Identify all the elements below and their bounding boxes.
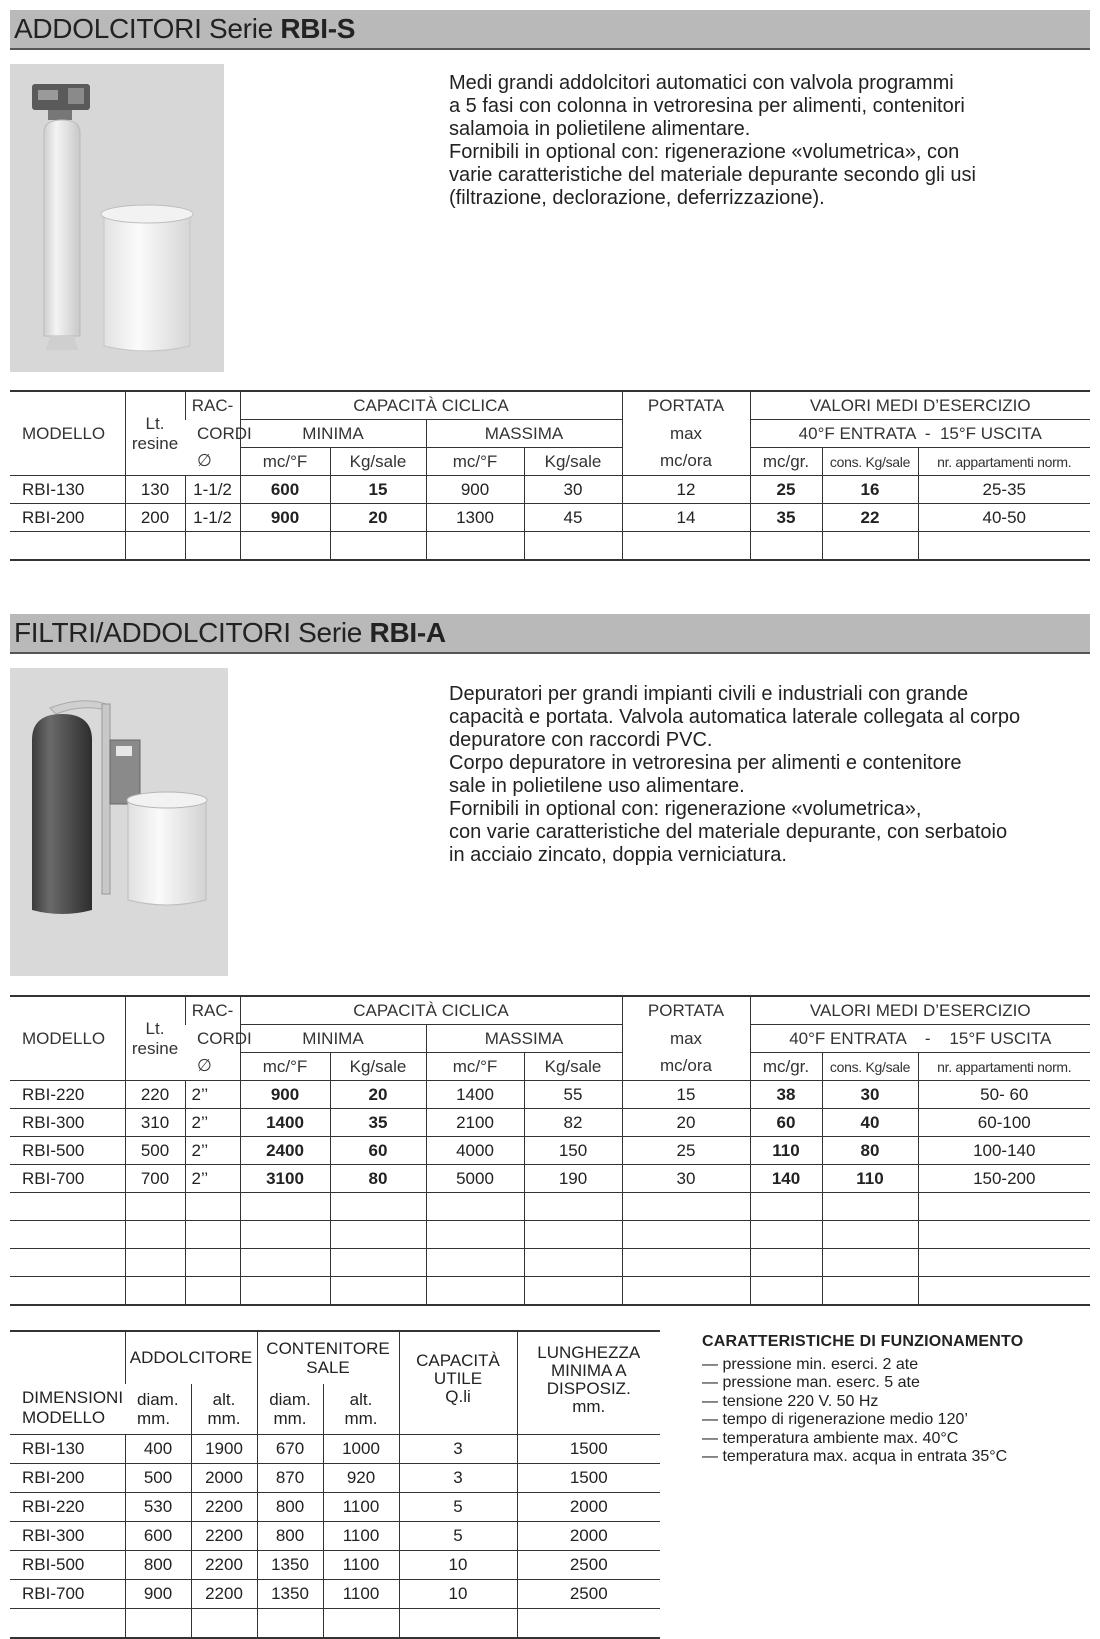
cell-modello: RBI-500 [10,1551,125,1580]
cell-raccordi: 1-1/2 [185,476,240,504]
header-max: max [622,420,750,448]
cell-lt-resine: 310 [125,1109,185,1137]
dimensions-table [10,1330,660,1639]
dim-header-contenitore-sale [257,1331,399,1384]
description-line: Corpo depuratore in vetroresina per alimenti e contenitore [449,752,962,774]
header-kg-sale: Kg/sale [524,1053,622,1081]
cell-cons-kg: 40 [822,1109,918,1137]
header-minima: MINIMA [240,420,426,448]
cell-cont-alt: 1100 [323,1580,399,1609]
description-line: salamoia in polietilene alimentare. [449,118,751,140]
dim-header-sale: SALE [306,1358,350,1377]
cell-lt-resine: 220 [125,1081,185,1109]
cell-cons-kg: 22 [822,504,918,532]
description-line: Depuratori per grandi impianti civili e industriali con grande [449,683,969,705]
header-kg-sale: Kg/sale [330,448,426,476]
header-portata: PORTATA [622,996,750,1025]
cell-appartamenti: 40-50 [918,504,1090,532]
header-cordi: CORDI [197,1028,252,1048]
cell-min-kg-sale: 80 [330,1165,426,1193]
cell-mc-gr: 25 [750,476,822,504]
description-line: sale in polietilene uso alimentare. [449,775,745,797]
header-mc-gr: mc/gr. [750,448,822,476]
cell-cont-alt: 1100 [323,1493,399,1522]
dim-header-mm: mm. [137,1409,171,1428]
dim-header-lunghezza-1: LUNGHEZZA [537,1343,641,1362]
table-row [10,1081,1090,1109]
header-entrata-uscita [750,1025,1090,1053]
section2-title [14,616,446,650]
table-row [10,476,1090,504]
feature-item: — tempo di rigenerazione medio 120’ [702,1411,968,1428]
header-mc-gr: mc/gr. [750,1053,822,1081]
dim-header-add-alt [191,1384,257,1435]
cell-add-alt: 2200 [191,1580,257,1609]
cell-min-kg-sale: 15 [330,476,426,504]
feature-item: — pressione min. eserci. 2 ate [702,1355,919,1373]
cell-cont-diam: 670 [257,1435,323,1464]
dim-header-lunghezza-3: DISPOSIZ. [546,1379,631,1398]
cell-mc-gr: 38 [750,1081,822,1109]
cell-modello: RBI-700 [10,1580,125,1609]
section1-title-model: RBI-S [280,13,356,44]
dim-header-dimensioni-modello [10,1331,125,1435]
header-valori-medi: VALORI MEDI D’ESERCIZIO [750,391,1090,420]
section1-description [449,72,976,210]
cell-mc-gr: 35 [750,504,822,532]
section1-title [14,12,355,46]
cell-max-kg-sale: 45 [524,504,622,532]
table-row-empty [10,532,1090,561]
cell-raccordi: 2’’ [185,1165,240,1193]
header-diameter-symbol: ∅ [197,451,212,471]
table-row [10,1464,660,1493]
cell-capacita: 3 [399,1435,517,1464]
dim-header-alt: alt. [349,1390,373,1409]
header-mc-ora: mc/ora [622,1053,750,1081]
header-mc-f: mc/°F [426,448,524,476]
cell-lunghezza: 2000 [517,1522,660,1551]
dim-header-capacita-1: CAPACITÀ [416,1351,500,1370]
header-resine: resine [131,1038,179,1058]
cell-cons-kg: 30 [822,1081,918,1109]
cell-lunghezza: 2000 [517,1493,660,1522]
cell-modello: RBI-220 [10,1493,125,1522]
cell-mc-gr: 140 [750,1165,822,1193]
section2-header-bar [10,614,1090,654]
header-mc-f: mc/°F [240,1053,330,1081]
cell-max-mc-f: 1400 [426,1081,524,1109]
description-line: capacità e portata. Valvola automatica laterale collegata al corpo [449,706,1021,728]
header-entrata: 40°F ENTRATA [789,1028,906,1048]
description-line: Fornibili in optional con: rigenerazione «volumetrica», con [449,141,960,163]
header-nr-appartamenti: nr. appartamenti norm. [918,1053,1090,1081]
header-rac: RAC- [185,391,240,420]
section2-description [449,683,1020,867]
header-mc-f: mc/°F [240,448,330,476]
header-lt-resine [125,996,185,1081]
section2-title-model: RBI-A [369,617,446,648]
cell-portata: 20 [622,1109,750,1137]
header-entrata-uscita [750,420,1090,448]
dim-header-mm: mm. [344,1409,378,1428]
cell-portata: 25 [622,1137,750,1165]
dim-header-capacita-3: Q.li [445,1387,471,1406]
header-valori-medi: VALORI MEDI D’ESERCIZIO [750,996,1090,1025]
table-row [10,1165,1090,1193]
dim-header-lunghezza-4: mm. [572,1397,606,1416]
header-max: max [622,1025,750,1053]
cell-capacita: 10 [399,1551,517,1580]
cell-appartamenti: 150-200 [918,1165,1090,1193]
cell-modello: RBI-220 [10,1081,125,1109]
cell-portata: 30 [622,1165,750,1193]
features-box [702,1333,1023,1467]
cell-appartamenti: 60-100 [918,1109,1090,1137]
cell-modello: RBI-130 [10,476,125,504]
cell-modello: RBI-300 [10,1109,125,1137]
table-row-empty [10,1221,1090,1249]
header-capacita-ciclica: CAPACITÀ CICLICA [240,996,622,1025]
cell-portata: 14 [622,504,750,532]
table-row [10,1493,660,1522]
description-line: Fornibili in optional con: rigenerazione «volumetrica», [449,798,922,820]
cell-appartamenti: 25-35 [918,476,1090,504]
cell-cont-diam: 870 [257,1464,323,1493]
feature-item: — pressione man. eserc. 5 ate [702,1374,920,1391]
section1-title-text: ADDOLCITORI Serie [14,13,281,44]
header-modello: MODELLO [10,996,125,1081]
cell-max-mc-f: 900 [426,476,524,504]
cell-max-kg-sale: 150 [524,1137,622,1165]
header-mc-ora: mc/ora [622,448,750,476]
header-rac: RAC- [185,996,240,1025]
feature-item: — temperatura ambiente max. 40°C [702,1429,959,1447]
cell-cont-diam: 1350 [257,1580,323,1609]
cell-cont-diam: 800 [257,1522,323,1551]
table-row-empty [10,1277,1090,1306]
header-uscita: 15°F USCITA [949,1028,1052,1048]
cell-add-diam: 530 [125,1493,191,1522]
cell-cont-alt: 920 [323,1464,399,1493]
header-cons-kg: cons. Kg/sale [822,448,918,476]
dim-header-cont-diam [257,1384,323,1435]
cell-capacita: 3 [399,1464,517,1493]
cell-min-kg-sale: 35 [330,1109,426,1137]
cell-cons-kg: 110 [822,1165,918,1193]
cell-min-kg-sale: 60 [330,1137,426,1165]
header-lt-resine [125,391,185,476]
cell-capacita: 5 [399,1522,517,1551]
cell-lt-resine: 500 [125,1137,185,1165]
header-diameter-symbol: ∅ [197,1056,212,1076]
table-row [10,504,1090,532]
rbi-s-product-photo [10,64,224,372]
cell-lt-resine: 200 [125,504,185,532]
cell-lt-resine: 130 [125,476,185,504]
cell-portata: 12 [622,476,750,504]
dim-header-diam: diam. [137,1390,179,1409]
header-entrata: 40°F ENTRATA [798,423,916,443]
cell-raccordi: 2’’ [185,1109,240,1137]
cell-mc-gr: 60 [750,1109,822,1137]
cell-lt-resine: 700 [125,1165,185,1193]
feature-item: — tensione 220 V. 50 Hz [702,1392,879,1410]
table-row [10,1522,660,1551]
cell-add-alt: 2200 [191,1551,257,1580]
cell-raccordi: 1-1/2 [185,504,240,532]
cell-cont-alt: 1000 [323,1435,399,1464]
rbi-a-spec-table [10,995,1090,1306]
table-row [10,1137,1090,1165]
table-row-empty [10,1609,660,1639]
header-lt: Lt. [145,413,165,433]
cell-modello: RBI-130 [10,1435,125,1464]
table-row-empty [10,1193,1090,1221]
cell-max-kg-sale: 55 [524,1081,622,1109]
description-line: a 5 fasi con colonna in vetroresina per alimenti, contenitori [449,95,965,117]
rbi-a-product-photo [10,668,228,976]
header-cordi: CORDI [197,423,252,443]
description-line: depuratore con raccordi PVC. [449,729,713,751]
cell-max-kg-sale: 190 [524,1165,622,1193]
cell-add-alt: 2200 [191,1493,257,1522]
cell-modello: RBI-700 [10,1165,125,1193]
section2-title-text: FILTRI/ADDOLCITORI Serie [14,617,370,648]
header-massima: MASSIMA [426,420,622,448]
cell-cont-diam: 1350 [257,1551,323,1580]
cell-add-alt: 2200 [191,1522,257,1551]
table-row [10,1109,1090,1137]
cell-capacita: 10 [399,1580,517,1609]
cell-cont-alt: 1100 [323,1551,399,1580]
dim-header-capacita [399,1331,517,1435]
header-massima: MASSIMA [426,1025,622,1053]
cell-lunghezza: 1500 [517,1435,660,1464]
dim-header-capacita-2: UTILE [433,1369,483,1388]
header-kg-sale: Kg/sale [330,1053,426,1081]
dim-header-addolcitore: ADDOLCITORE [125,1331,257,1384]
cell-capacita: 5 [399,1493,517,1522]
cell-cont-diam: 800 [257,1493,323,1522]
cell-max-kg-sale: 30 [524,476,622,504]
cell-portata: 15 [622,1081,750,1109]
cell-modello: RBI-200 [10,504,125,532]
feature-item: — temperatura max. acqua in entrata 35°C [702,1448,1008,1465]
description-line: in acciaio zincato, doppia verniciatura. [449,844,787,866]
cell-min-mc-f: 900 [240,504,330,532]
cell-min-kg-sale: 20 [330,1081,426,1109]
cell-add-alt: 1900 [191,1435,257,1464]
dim-header-mm: mm. [207,1409,241,1428]
cell-add-diam: 600 [125,1522,191,1551]
cell-cons-kg: 80 [822,1137,918,1165]
cell-add-diam: 800 [125,1551,191,1580]
cell-cons-kg: 16 [822,476,918,504]
cell-max-mc-f: 2100 [426,1109,524,1137]
table-row-empty [10,1249,1090,1277]
cell-max-mc-f: 1300 [426,504,524,532]
header-dash: - [924,423,931,443]
cell-min-mc-f: 600 [240,476,330,504]
header-kg-sale: Kg/sale [524,448,622,476]
features-title: CARATTERISTICHE DI FUNZIONAMENTO [702,1333,1024,1350]
dim-header-modello: MODELLO [22,1408,106,1427]
cell-mc-gr: 110 [750,1137,822,1165]
cell-max-mc-f: 4000 [426,1137,524,1165]
dim-header-add-diam [125,1384,191,1435]
cell-max-kg-sale: 82 [524,1109,622,1137]
cell-add-diam: 900 [125,1580,191,1609]
cell-max-mc-f: 5000 [426,1165,524,1193]
header-cons-kg: cons. Kg/sale [822,1053,918,1081]
description-line: varie caratteristiche del materiale depurante secondo gli usi [449,164,976,186]
table-row [10,1435,660,1464]
table-row [10,1551,660,1580]
cell-lunghezza: 2500 [517,1551,660,1580]
header-dash: - [924,1028,931,1048]
cell-modello: RBI-500 [10,1137,125,1165]
dim-header-alt: alt. [212,1390,236,1409]
header-portata: PORTATA [622,391,750,420]
header-resine: resine [131,433,179,453]
cell-min-mc-f: 2400 [240,1137,330,1165]
cell-lunghezza: 2500 [517,1580,660,1609]
section1-header-bar [10,10,1090,50]
cell-cont-alt: 1100 [323,1522,399,1551]
cell-appartamenti: 50- 60 [918,1081,1090,1109]
cell-min-mc-f: 900 [240,1081,330,1109]
dim-header-cont-alt [323,1384,399,1435]
header-capacita-ciclica: CAPACITÀ CICLICA [240,391,622,420]
dim-header-dimensioni: DIMENSIONI [22,1388,124,1407]
description-line: Medi grandi addolcitori automatici con valvola programmi [449,72,954,94]
cell-add-diam: 500 [125,1464,191,1493]
header-mc-f: mc/°F [426,1053,524,1081]
cell-min-mc-f: 1400 [240,1109,330,1137]
dim-header-contenitore: CONTENITORE [266,1339,390,1358]
cell-raccordi: 2’’ [185,1081,240,1109]
dim-header-mm: mm. [273,1409,307,1428]
cell-min-kg-sale: 20 [330,504,426,532]
cell-add-diam: 400 [125,1435,191,1464]
description-line: (filtrazione, declorazione, deferrizzazione). [449,187,825,209]
dim-header-lunghezza [517,1331,660,1435]
rbi-s-spec-table [10,390,1090,561]
header-uscita: 15°F USCITA [939,423,1042,443]
header-lt: Lt. [145,1018,165,1038]
description-line: con varie caratteristiche del materiale depurante, con serbatoio [449,821,1008,843]
cell-appartamenti: 100-140 [918,1137,1090,1165]
header-nr-appartamenti: nr. appartamenti norm. [918,448,1090,476]
cell-modello: RBI-300 [10,1522,125,1551]
header-minima: MINIMA [240,1025,426,1053]
cell-lunghezza: 1500 [517,1464,660,1493]
table-row [10,1580,660,1609]
cell-add-alt: 2000 [191,1464,257,1493]
dim-header-lunghezza-2: MINIMA A [550,1361,627,1380]
header-modello: MODELLO [10,391,125,476]
cell-min-mc-f: 3100 [240,1165,330,1193]
dim-header-diam: diam. [269,1390,311,1409]
cell-modello: RBI-200 [10,1464,125,1493]
cell-raccordi: 2’’ [185,1137,240,1165]
